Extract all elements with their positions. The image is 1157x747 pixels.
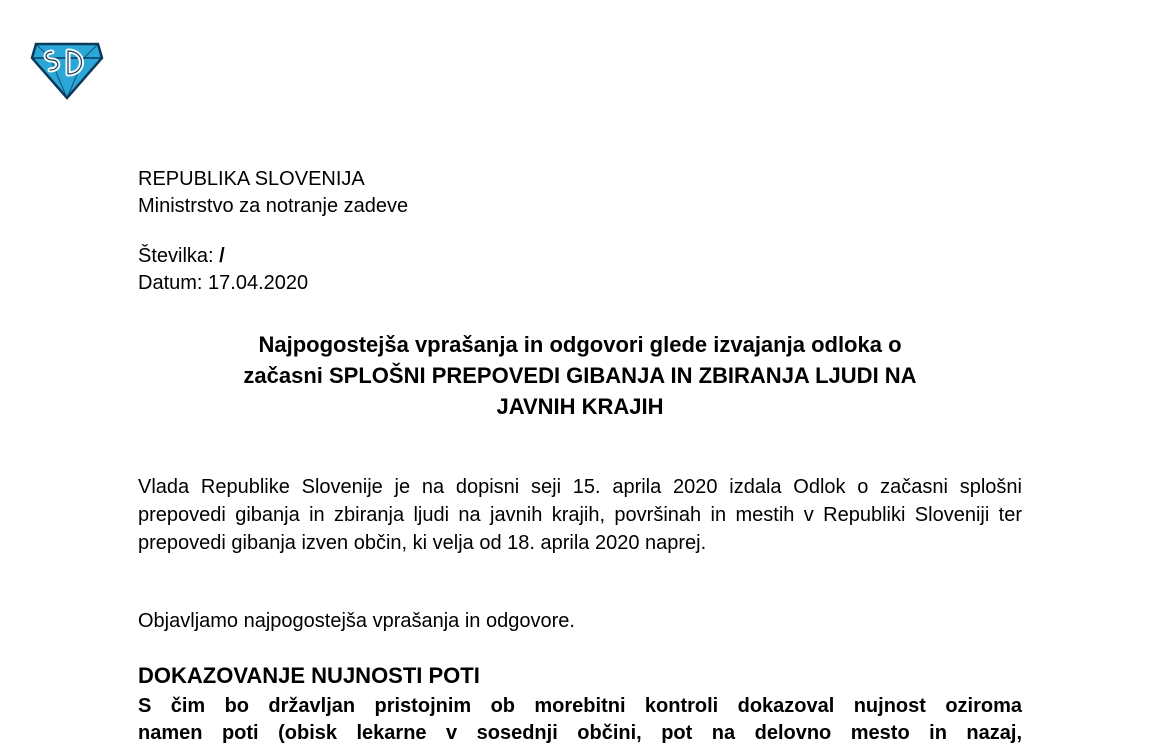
title-line-2: začasni SPLOŠNI PREPOVEDI GIBANJA IN ZBIRANJA LJUDI NA: [243, 363, 917, 388]
country-name: REPUBLIKA SLOVENIJA: [138, 168, 365, 190]
date-label: Datum:: [138, 272, 203, 294]
number-value: /: [219, 245, 225, 267]
document-date: [138, 270, 308, 297]
question-line-2: namen poti (obisk lekarne v sosednji občini, pot na delovno mesto in nazaj,: [138, 722, 1022, 744]
question-line-1: S čim bo državljan pristojnim ob morebitni kontroli dokazoval nujnost oziroma: [138, 695, 1022, 717]
question-paragraph: [138, 693, 1022, 747]
section-heading: DOKAZOVANJE NUJNOSTI POTI: [138, 663, 480, 688]
date-value: 17.04.2020: [208, 272, 309, 294]
document-meta: [138, 243, 308, 297]
sd-diamond-logo-icon: [30, 40, 104, 100]
issuer-header: [138, 166, 408, 220]
document-number: [138, 243, 308, 270]
title-line-1: Najpogostejša vprašanja in odgovori glede izvajanja odloka o: [258, 332, 902, 357]
title-line-3: JAVNIH KRAJIH: [496, 394, 664, 419]
document-title: [138, 329, 1022, 422]
number-label: Številka:: [138, 245, 214, 267]
organization-logo: [30, 40, 104, 100]
intro-paragraph: Vlada Republike Slovenije je na dopisni seji 15. aprila 2020 izdala Odlok o začasni splošni prepovedi gibanja in zbiranja ljudi na javnih krajih, površinah in mestih v Republiki Sloveniji ter prepovedi gibanja izven občin, ki velja od 18. aprila 2020 naprej.: [138, 476, 1022, 554]
announcement-paragraph: Objavljamo najpogostejša vprašanja in odgovore.: [138, 610, 575, 632]
ministry-name: Ministrstvo za notranje zadeve: [138, 195, 409, 217]
